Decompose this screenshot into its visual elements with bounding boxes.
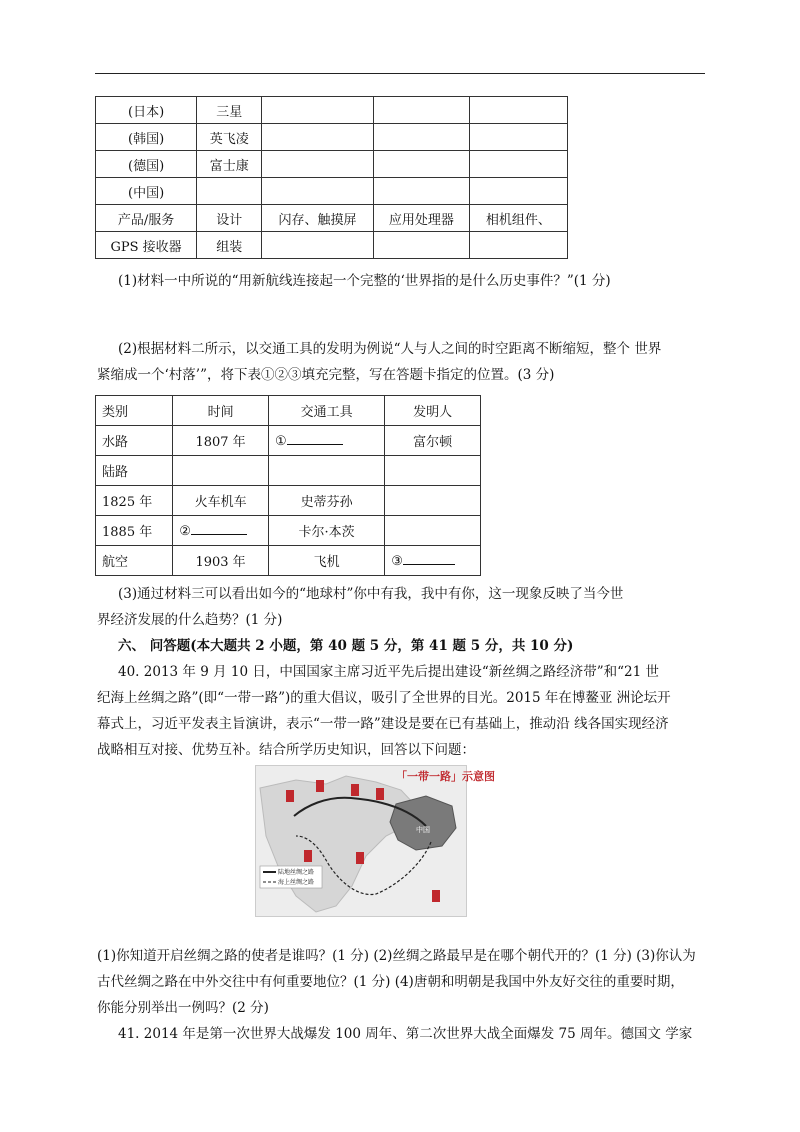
supply-chain-table <box>95 96 568 259</box>
table-cell <box>469 124 567 151</box>
table-cell <box>268 426 384 456</box>
table-row <box>96 151 568 178</box>
table-cell <box>469 178 567 205</box>
city-marker <box>432 890 440 902</box>
table-cell <box>197 178 262 205</box>
table-cell <box>385 546 481 576</box>
table-cell: 富尔顿 <box>385 426 481 456</box>
landmass-shape <box>260 776 416 912</box>
question-1: (1)材料一中所说的“用新航线连接起一个完整的‘世界指的是什么历史事件？”(1 分) <box>118 273 611 289</box>
table-row <box>96 396 481 426</box>
header-rule <box>95 73 705 74</box>
table-cell <box>262 97 374 124</box>
city-marker <box>351 784 359 796</box>
table-cell: 三星 <box>197 97 262 124</box>
table-cell <box>262 232 374 259</box>
legend-land-label: 陆地丝绸之路 <box>278 869 315 876</box>
table-cell: (日本) <box>96 97 197 124</box>
table-cell: 闪存、触摸屏 <box>262 205 374 232</box>
table-cell <box>373 97 469 124</box>
table-cell <box>262 151 374 178</box>
table-row <box>96 486 481 516</box>
table-cell: 1903 年 <box>173 546 269 576</box>
table-cell <box>262 178 374 205</box>
question-2-line-1: (2)根据材料二所示，以交通工具的发明为例说“人与人之间的时空距离不断缩短，整个 世界 <box>118 341 662 357</box>
table-cell: GPS 接收器 <box>96 232 197 259</box>
table-cell: 1825 年 <box>96 486 173 516</box>
table-row <box>96 456 481 486</box>
table-row <box>96 124 568 151</box>
question-40-sub-line-2: 古代丝绸之路在中外交往中有何重要地位？(1 分) (4)唐朝和明朝是我国中外友好交往的重要时期， <box>97 974 684 990</box>
table-header: 发明人 <box>385 396 481 426</box>
blank-1-number: ① <box>274 434 287 449</box>
table-row <box>96 516 481 546</box>
table-row <box>96 546 481 576</box>
question-40-sub-line-3: 你能分别举出一例吗？(2 分) <box>97 1000 269 1016</box>
city-marker <box>356 852 364 864</box>
table-row <box>96 426 481 456</box>
table-cell: 富士康 <box>197 151 262 178</box>
transport-table <box>95 395 481 576</box>
table-row <box>96 178 568 205</box>
table-cell <box>469 97 567 124</box>
question-3-line-1: (3)通过材料三可以看出如今的“地球村”你中有我，我中有你，这一现象反映了当今世 <box>118 586 624 602</box>
table-cell: 组装 <box>197 232 262 259</box>
table-cell <box>373 124 469 151</box>
table-cell <box>469 232 567 259</box>
question-40-line-4: 战略相互对接、优势互补。结合所学历史知识，回答以下问题： <box>97 742 475 758</box>
table-cell <box>173 456 269 486</box>
question-40-line-1: 40. 2013 年 9 月 10 日，中国国家主席习近平先后提出建设“新丝绸之路经济带”和“21 世 <box>118 664 660 680</box>
map-drawing <box>256 766 495 916</box>
table-cell <box>385 486 481 516</box>
table-header: 时间 <box>173 396 269 426</box>
china-label: 中国 <box>416 826 430 834</box>
answer-blank-2[interactable] <box>191 522 247 535</box>
belt-and-road-map <box>255 765 495 917</box>
table-cell: 设计 <box>197 205 262 232</box>
blank-2-number: ② <box>179 524 191 539</box>
table-row <box>96 97 568 124</box>
table-cell <box>173 516 269 546</box>
table-cell: 陆路 <box>96 456 173 486</box>
city-marker <box>304 850 312 862</box>
table-cell: (韩国) <box>96 124 197 151</box>
table-cell: 英飞凌 <box>197 124 262 151</box>
section-6-heading: 六、 问答题(本大题共 2 小题，第 40 题 5 分，第 41 题 5 分，共 10 分) <box>118 638 574 654</box>
table-cell: 产品/服务 <box>96 205 197 232</box>
table-header: 类别 <box>96 396 173 426</box>
city-marker <box>316 780 324 792</box>
answer-blank-1[interactable] <box>287 432 343 445</box>
table-cell <box>385 456 481 486</box>
table-cell: 火车机车 <box>173 486 269 516</box>
table-cell: (德国) <box>96 151 197 178</box>
city-marker <box>286 790 294 802</box>
table-row <box>96 232 568 259</box>
table-cell <box>262 124 374 151</box>
map-title: 「一带一路」示意图 <box>396 770 495 783</box>
question-3-line-2: 界经济发展的什么趋势？(1 分) <box>97 612 283 628</box>
table-cell <box>373 151 469 178</box>
table-header: 交通工具 <box>268 396 384 426</box>
table-cell: 史蒂芬孙 <box>268 486 384 516</box>
legend-sea-label: 海上丝绸之路 <box>278 879 315 886</box>
answer-blank-3[interactable] <box>403 552 455 565</box>
table-cell: 飞机 <box>268 546 384 576</box>
table-cell: 应用处理器 <box>373 205 469 232</box>
table-cell <box>373 178 469 205</box>
table-cell <box>268 456 384 486</box>
table-cell: (中国) <box>96 178 197 205</box>
question-40-line-2: 纪海上丝绸之路”(即“一带一路”)的重大倡议，吸引了全世界的目光。2015 年在博鳌亚 洲论坛开 <box>97 690 671 706</box>
city-marker <box>376 788 384 800</box>
table-cell: 航空 <box>96 546 173 576</box>
question-40-sub-line-1: (1)你知道开启丝绸之路的使者是谁吗？(1 分) (2)丝绸之路最早是在哪个朝代开的？(1 分) (3)你认为 <box>97 948 696 964</box>
blank-3-number: ③ <box>391 554 403 569</box>
question-2-line-2: 紧缩成一个‘村落’”，将下表①②③填充完整，写在答题卡指定的位置。(3 分) <box>97 367 555 383</box>
table-cell <box>469 151 567 178</box>
table-cell: 1885 年 <box>96 516 173 546</box>
question-41-line-1: 41. 2014 年是第一次世界大战爆发 100 周年、第二次世界大战全面爆发 75 周年。德国文 学家 <box>118 1026 693 1042</box>
table-cell <box>373 232 469 259</box>
table-cell: 卡尔·本茨 <box>268 516 384 546</box>
table-cell: 1807 年 <box>173 426 269 456</box>
question-40-line-3: 幕式上，习近平发表主旨演讲，表示“一带一路”建设是要在已有基础上，推动沿 线各国实现经济 <box>97 716 669 732</box>
table-cell <box>385 516 481 546</box>
table-row <box>96 205 568 232</box>
table-cell: 水路 <box>96 426 173 456</box>
table-cell: 相机组件、 <box>469 205 567 232</box>
